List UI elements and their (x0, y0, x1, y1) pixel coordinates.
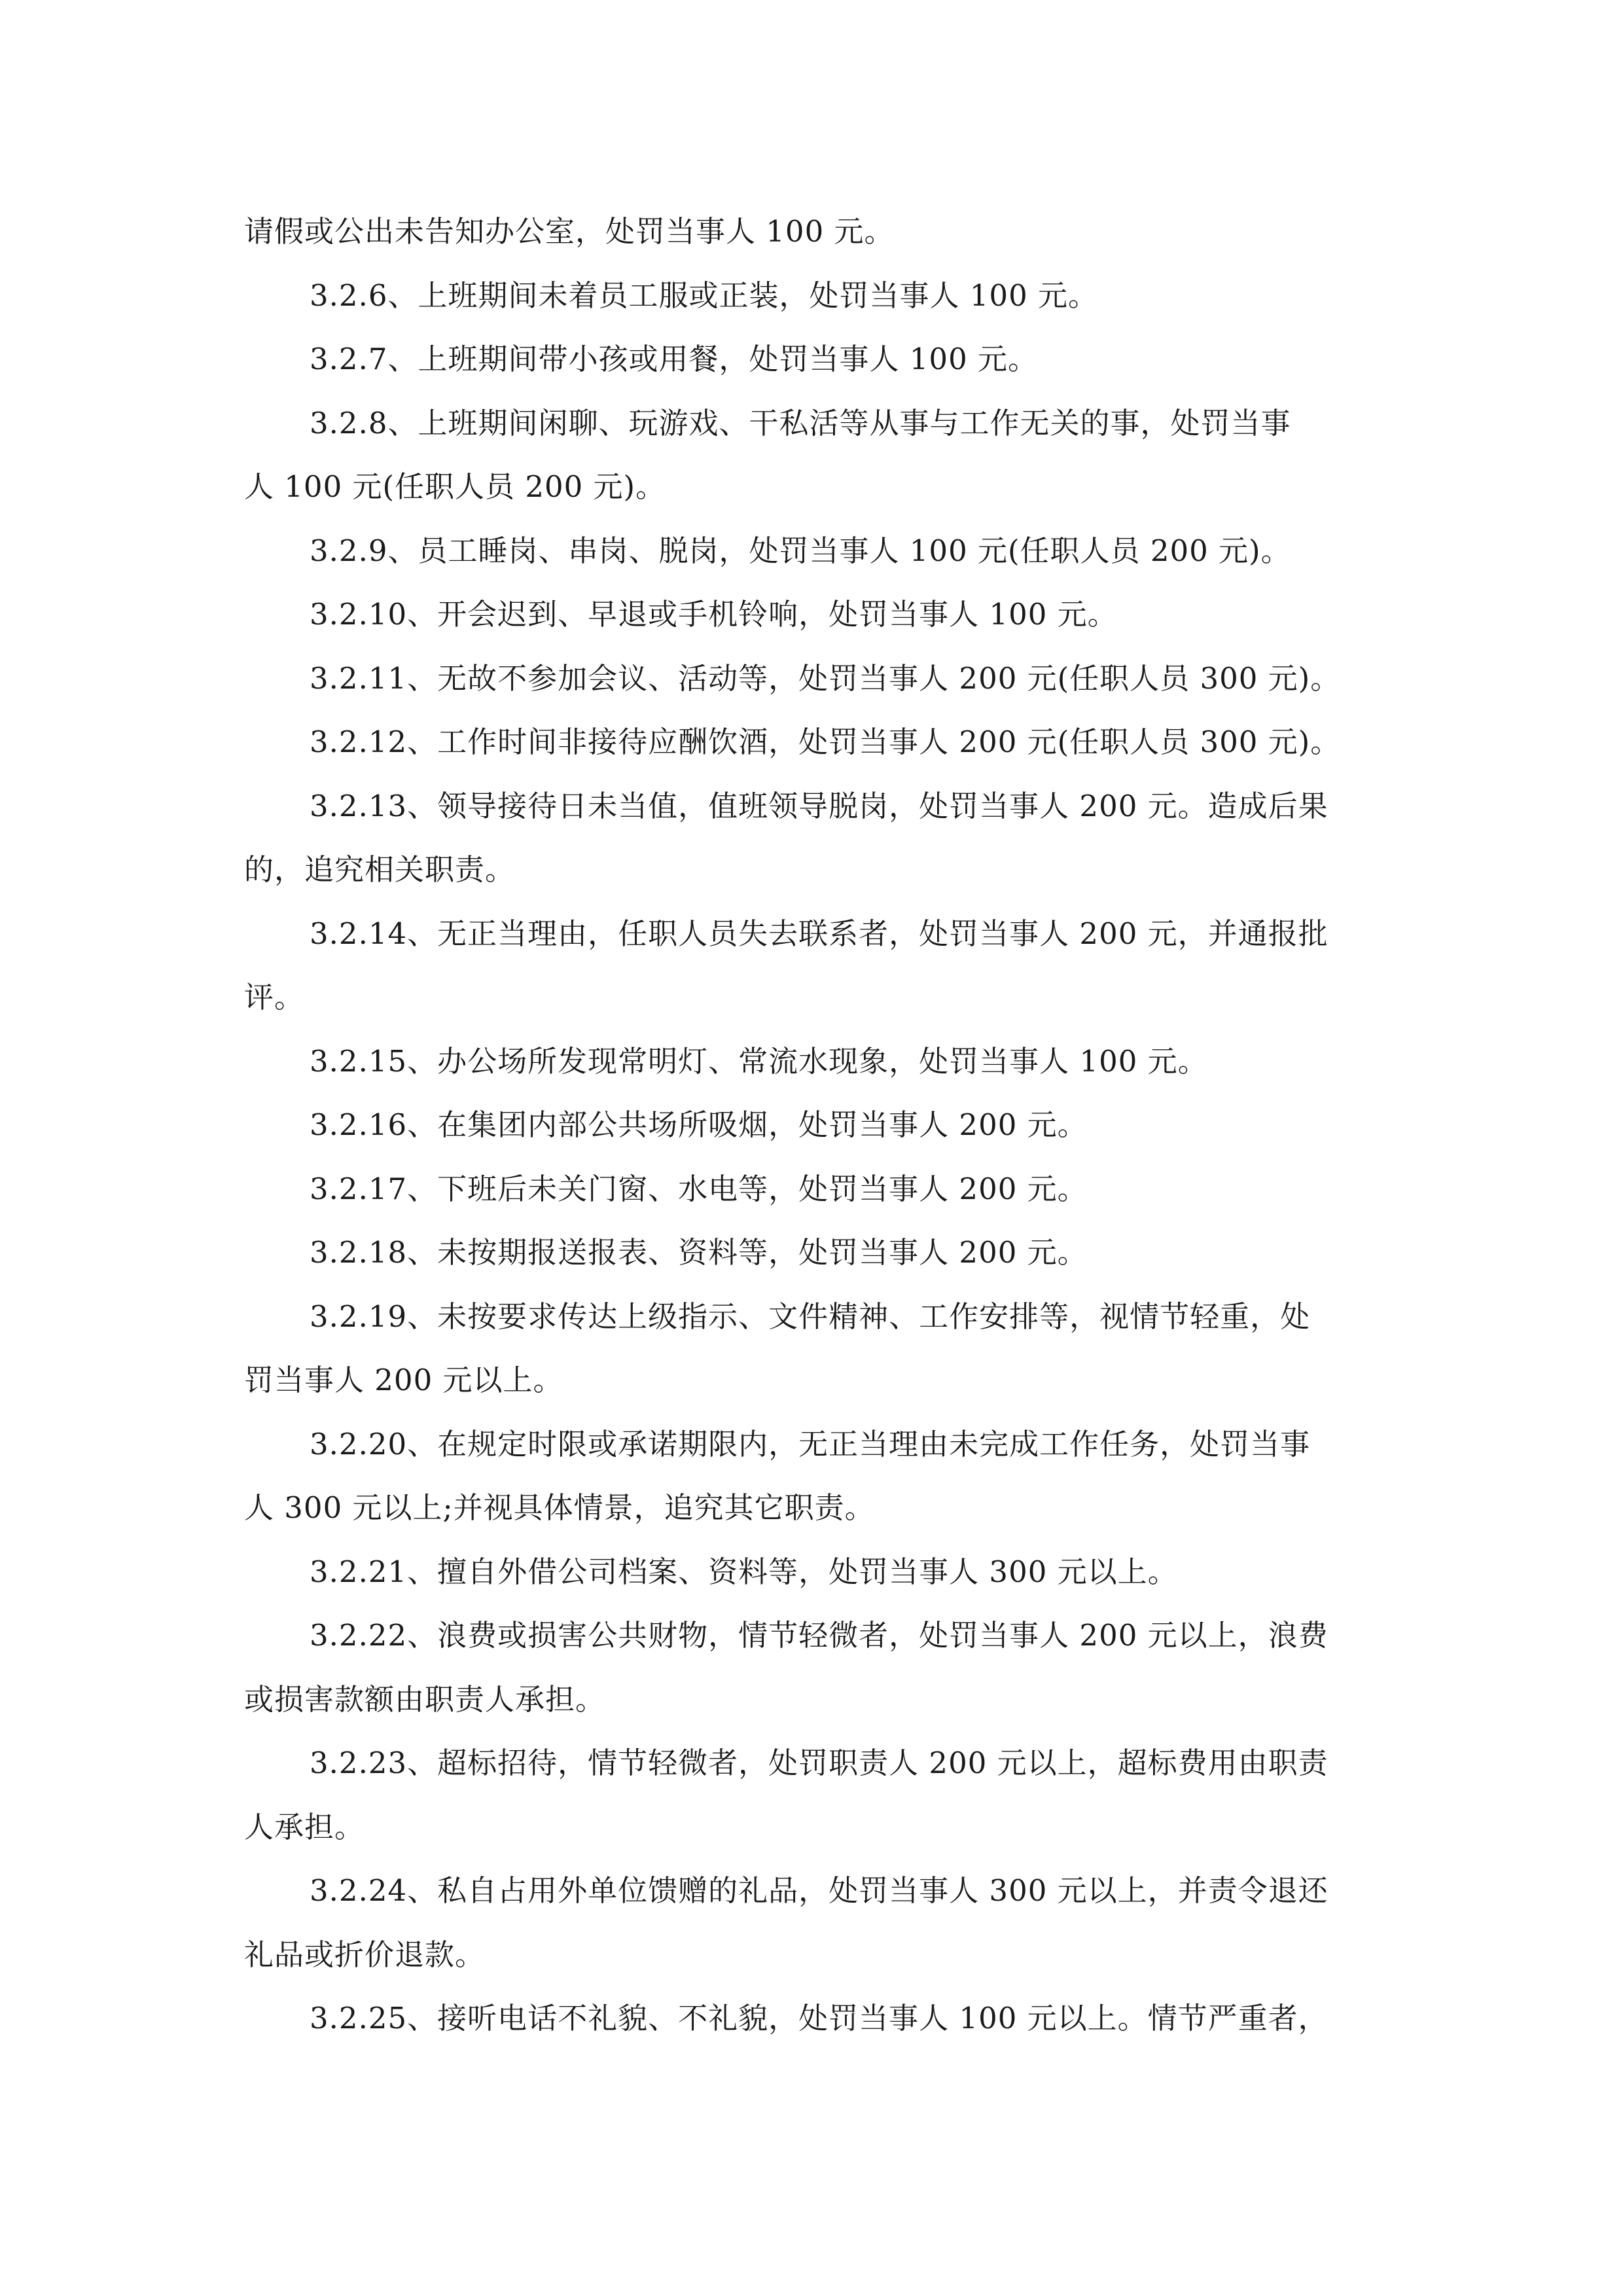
text-line: 3.2.9、员工睡岗、串岗、脱岗，处罚当事人 100 元(任职人员 200 元)。 (310, 533, 1291, 568)
text-line: 3.2.25、接听电话不礼貌、不礼貌，处罚当事人 100 元以上。情节严重者， (310, 2001, 1329, 2036)
text-line: 人 300 元以上;并视具体情景，追究其它职责。 (244, 1490, 875, 1525)
text-line: 人 100 元(任职人员 200 元)。 (244, 469, 666, 504)
text-line: 评。 (244, 980, 305, 1014)
text-line: 3.2.8、上班期间闲聊、玩游戏、干私活等从事与工作无关的事，处罚当事 (310, 405, 1291, 440)
text-line: 3.2.20、在规定时限或承诺期限内，无正当理由未完成工作任务，处罚当事 (310, 1426, 1311, 1462)
text-line: 罚当事人 200 元以上。 (244, 1363, 563, 1397)
text-line: 3.2.23、超标招待，情节轻微者，处罚职责人 200 元以上，超标费用由职责 (310, 1746, 1329, 1780)
text-line: 3.2.7、上班期间带小孩或用餐，处罚当事人 100 元。 (310, 342, 1039, 376)
text-line: 的，追究相关职责。 (244, 852, 516, 887)
text-line: 3.2.13、领导接待日未当值，值班领导脱岗，处罚当事人 200 元。造成后果 (310, 788, 1329, 823)
text-line: 3.2.22、浪费或损害公共财物，情节轻微者，处罚当事人 200 元以上，浪费 (310, 1618, 1329, 1653)
text-line: 礼品或折价退款。 (244, 1937, 486, 1972)
text-line: 3.2.24、私自占用外单位馈赠的礼品，处罚当事人 300 元以上，并责令退还 (310, 1873, 1329, 1908)
text-line: 3.2.12、工作时间非接待应酬饮酒，处罚当事人 200 元(任职人员 300 元)。 (310, 725, 1341, 759)
text-line: 3.2.17、下班后未关门窗、水电等，处罚当事人 200 元。 (310, 1171, 1088, 1206)
text-line: 人承担。 (244, 1809, 365, 1844)
text-line: 3.2.18、未按期报送报表、资料等，处罚当事人 200 元。 (310, 1235, 1088, 1270)
text-line: 或损害款额由职责人承担。 (244, 1681, 606, 1717)
document-body (244, 200, 1396, 2051)
text-line: 3.2.15、办公场所发现常明灯、常流水现象，处罚当事人 100 元。 (310, 1043, 1208, 1079)
text-line: 请假或公出未告知办公室，处罚当事人 100 元。 (244, 214, 895, 249)
text-line: 3.2.10、开会迟到、早退或手机铃响，处罚当事人 100 元。 (310, 597, 1118, 632)
text-line: 3.2.6、上班期间未着员工服或正装，处罚当事人 100 元。 (310, 278, 1099, 313)
text-line: 3.2.16、在集团内部公共场所吸烟，处罚当事人 200 元。 (310, 1107, 1088, 1142)
text-line: 3.2.19、未按要求传达上级指示、文件精神、工作安排等，视情节轻重，处 (310, 1299, 1311, 1334)
text-line: 3.2.11、无故不参加会议、活动等，处罚当事人 200 元(任职人员 300 元)。 (310, 660, 1341, 696)
text-line: 3.2.21、擅自外借公司档案、资料等，处罚当事人 300 元以上。 (310, 1554, 1178, 1589)
text-line: 3.2.14、无正当理由，任职人员失去联系者，处罚当事人 200 元，并通报批 (310, 916, 1329, 951)
